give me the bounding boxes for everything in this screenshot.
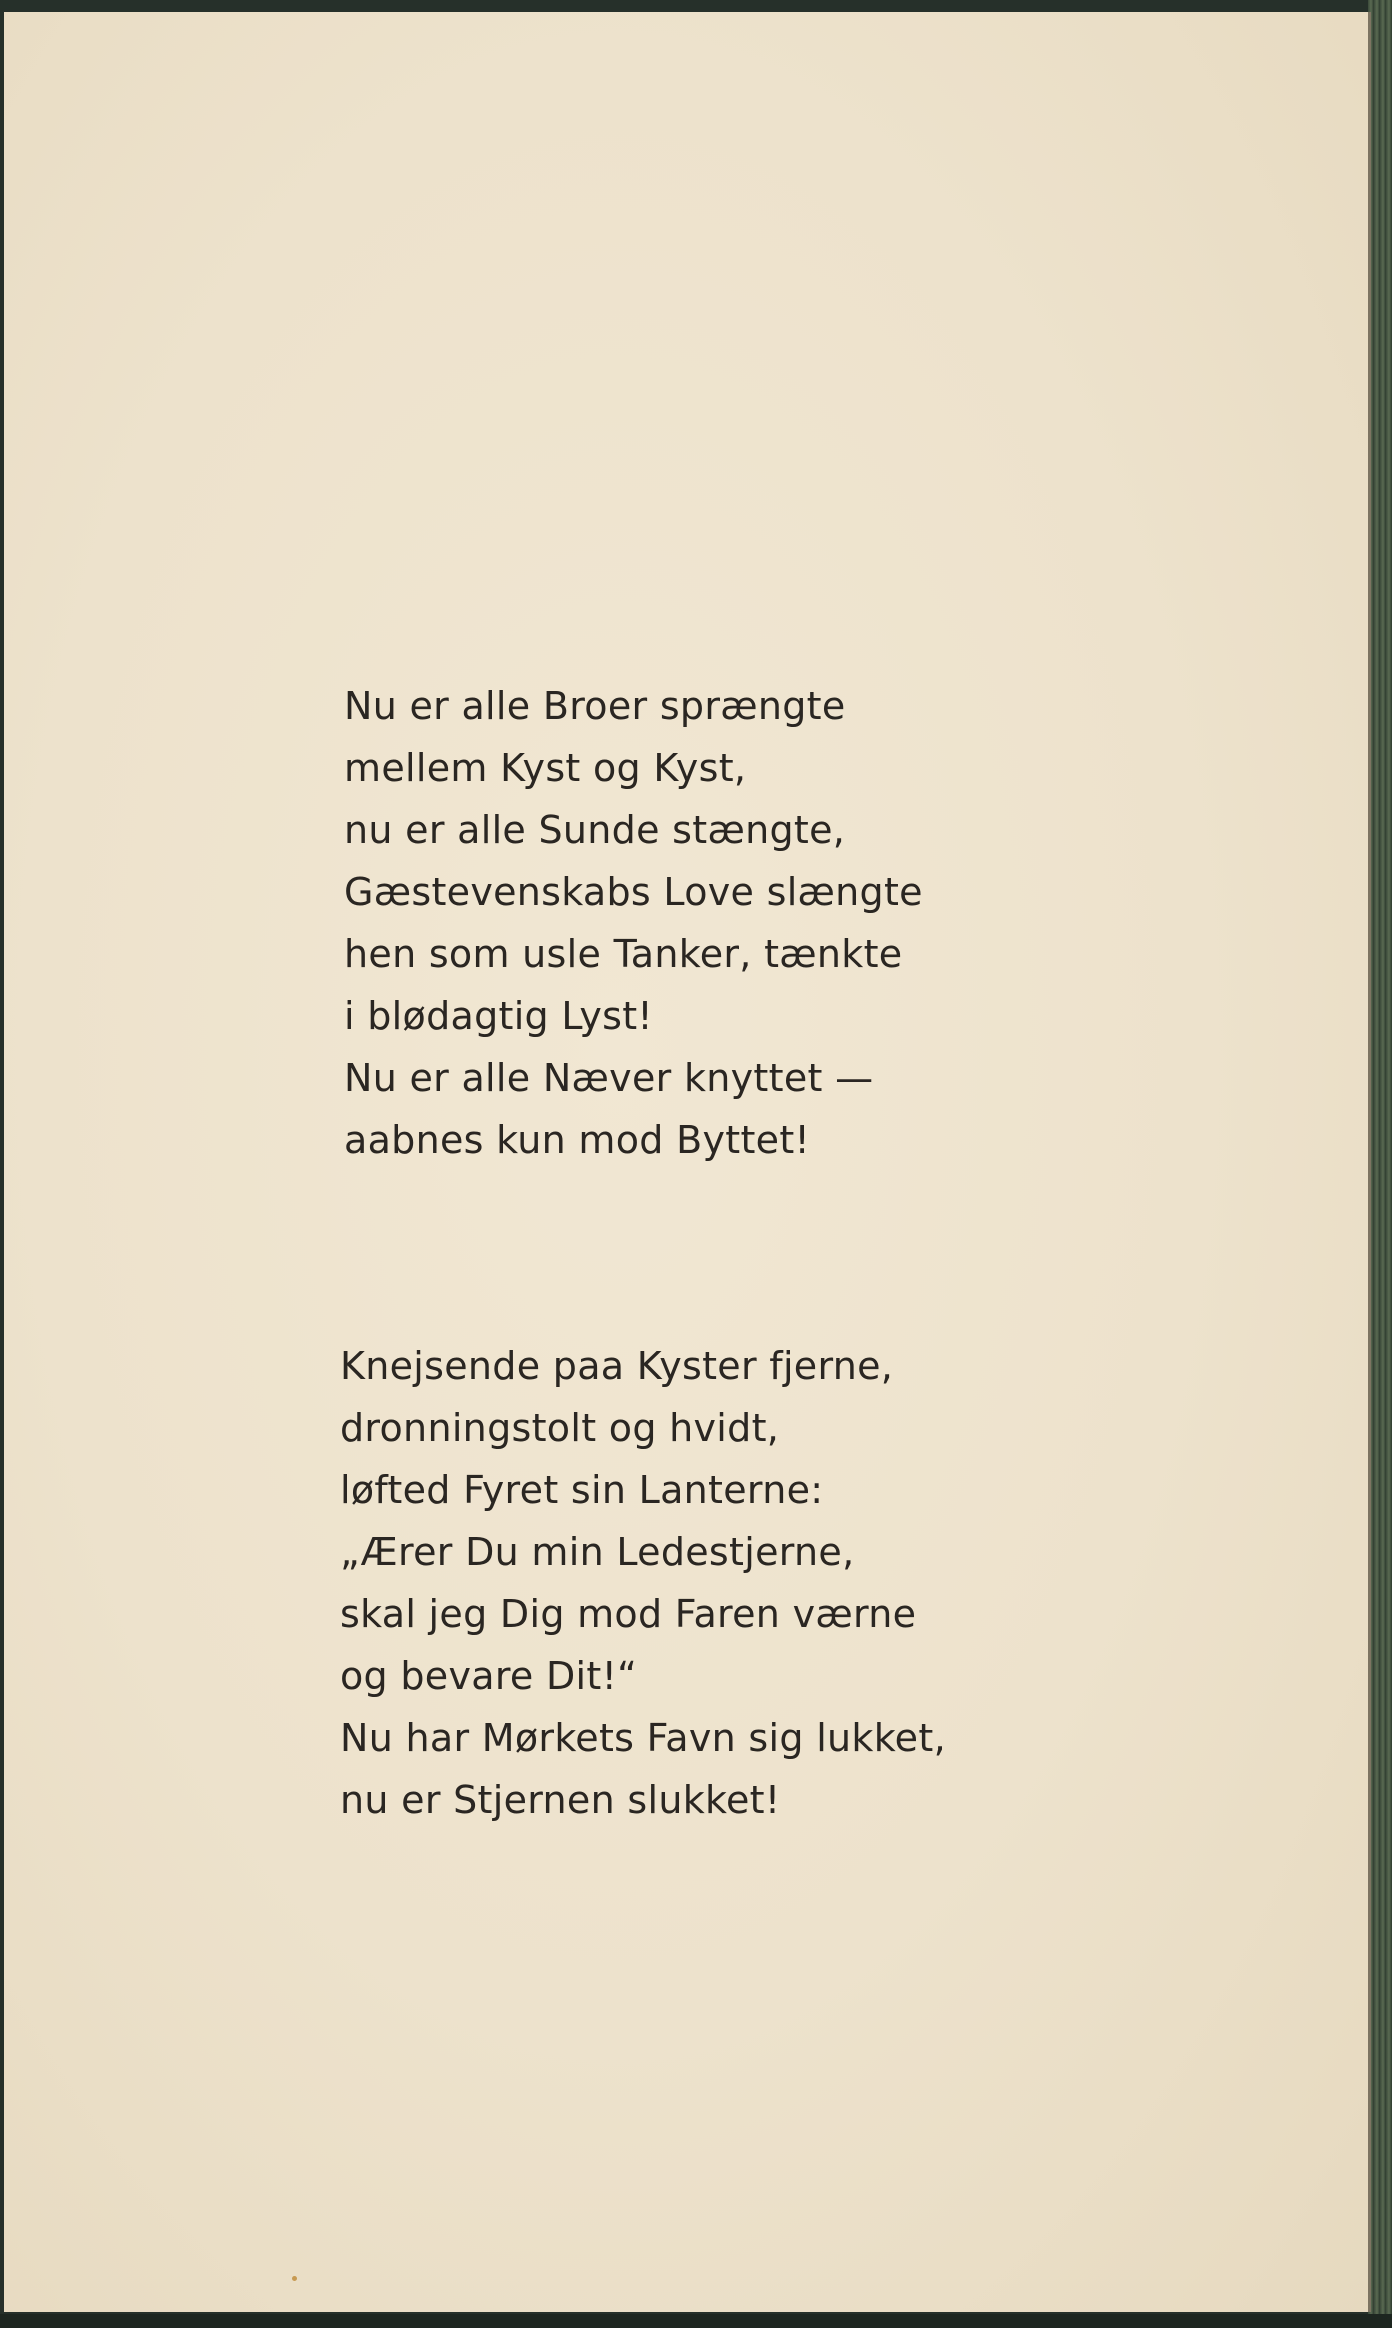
- poem-line: Gæstevenskabs Love slængte: [344, 870, 923, 914]
- poem-line: dronningstolt og hvidt,: [340, 1406, 780, 1450]
- stanza-1: [344, 675, 923, 1171]
- poem-line: mellem Kyst og Kyst,: [344, 746, 747, 790]
- stanza-2: [340, 1335, 946, 1831]
- poem-line: Nu er alle Broer sprængte: [344, 684, 846, 728]
- book-edge: [1368, 0, 1392, 2328]
- poem-line: i blødagtig Lyst!: [344, 994, 653, 1038]
- poem-line: Nu har Mørkets Favn sig lukket,: [340, 1716, 946, 1760]
- poem-line: Nu er alle Næver knyttet —: [344, 1056, 874, 1100]
- poem-line: hen som usle Tanker, tænkte: [344, 932, 903, 976]
- bottom-edge: [0, 2314, 1392, 2328]
- poem-line: „Ærer Du min Ledestjerne,: [340, 1530, 855, 1574]
- poem-line: og bevare Dit!“: [340, 1654, 638, 1698]
- poem-line: skal jeg Dig mod Faren værne: [340, 1592, 917, 1636]
- poem-line: nu er Stjernen slukket!: [340, 1778, 781, 1822]
- poem-line: Knejsende paa Kyster fjerne,: [340, 1344, 894, 1388]
- poem-line: aabnes kun mod Byttet!: [344, 1118, 811, 1162]
- poem-line: nu er alle Sunde stængte,: [344, 808, 846, 852]
- poem-line: løfted Fyret sin Lanterne:: [340, 1468, 824, 1512]
- paper-speck: [292, 2276, 297, 2281]
- paper-page: [4, 12, 1371, 2312]
